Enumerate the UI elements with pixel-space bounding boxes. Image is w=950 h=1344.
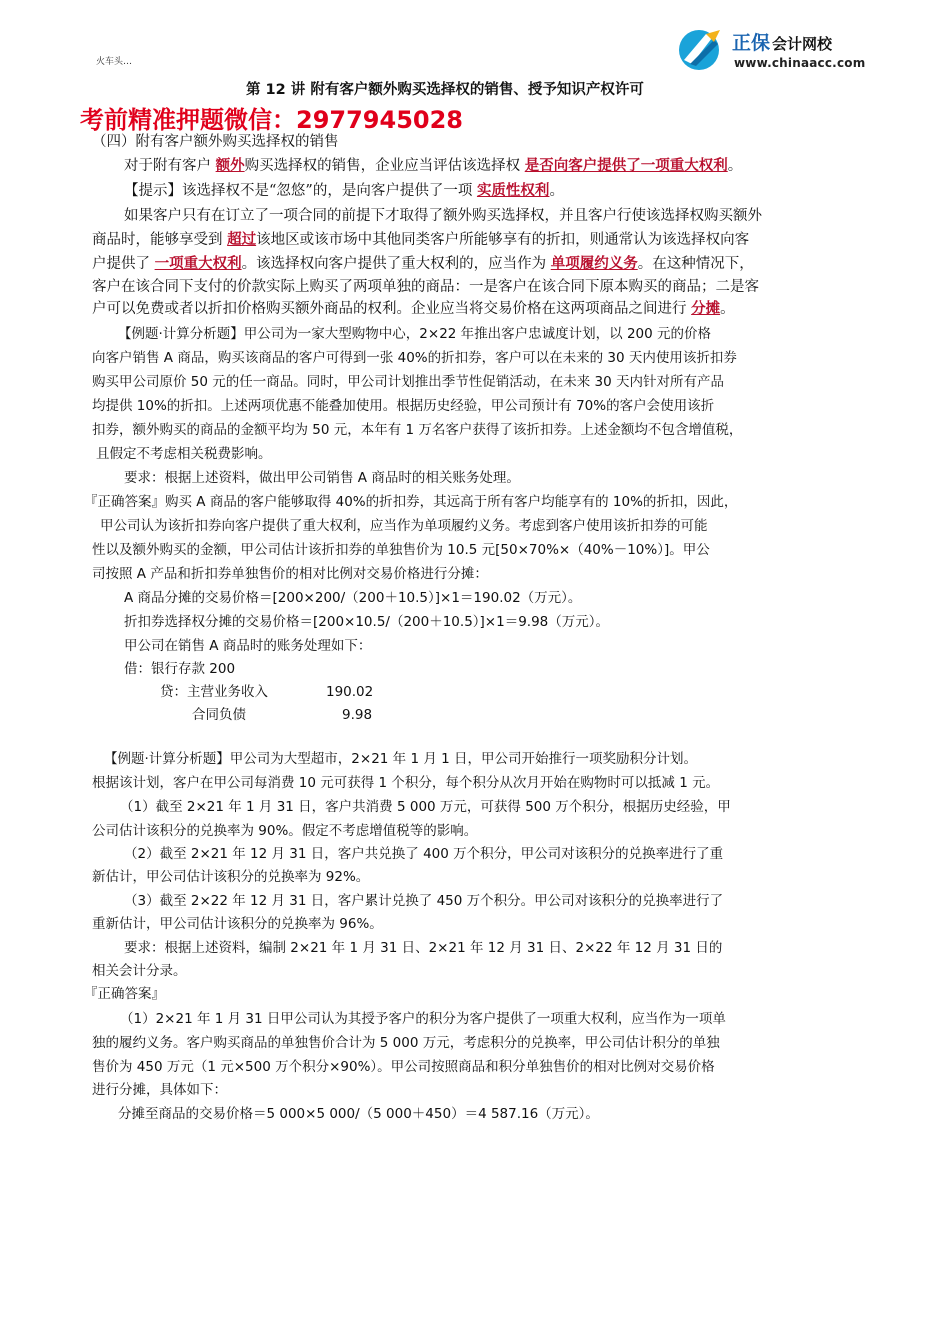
highlight-single-obligation: 单项履约义务 <box>550 256 638 272</box>
section-paragraph-2-line-2: 商品时，能够享受到 超过该地区或该市场中其他同类客户所能够享有的折扣，则通常认为该选择权向客 <box>92 232 750 248</box>
section-heading: （四）附有客户额外购买选择权的销售 <box>92 134 339 150</box>
logo-brand: 正保 会计网校 <box>732 32 833 54</box>
example2-answer-1-line-1: （1）2×21 年 1 月 31 日甲公司认为其授予客户的积分为客户提供了一项重大权利，应当作为一项单 <box>120 1011 726 1027</box>
section-paragraph-1: 对于附有客户 额外购买选择权的销售，企业应当评估该选择权 是否向客户提供了一项重大权利。 <box>124 158 743 174</box>
example2-situation-2-line-1: （2）截至 2×21 年 12 月 31 日，客户共兑换了 400 万个积分，甲公司对该积分的兑换率进行了重 <box>124 846 724 862</box>
example2-answer-label: 『正确答案』 <box>84 986 165 1002</box>
example1-calc-1: A 商品分摊的交易价格＝[200×200/（200＋10.5）]×1＝190.02（万元）。 <box>124 590 582 606</box>
example2-situation-1-line-1: （1）截至 2×21 年 1 月 31 日，客户共消费 5 000 万元，可获得 500 万个积分，根据历史经验，甲 <box>120 799 731 815</box>
example1-line-2: 向客户销售 A 商品，购买该商品的客户可得到一张 40%的折扣券，客户可以在未来的 30 天内使用该折扣券 <box>92 350 737 366</box>
example2-requirement-line-1: 要求：根据上述资料，编制 2×21 年 1 月 31 日、2×21 年 12 月 31 日、2×22 年 12 月 31 日的 <box>124 940 723 956</box>
wechat-banner: 考前精准押题微信：2977945028 <box>80 106 463 134</box>
example2-answer-1-calc: 分摊至商品的交易价格＝5 000×5 000/（5 000＋450）＝4 587.16（万元）。 <box>118 1106 599 1122</box>
chinaacc-logo <box>676 22 906 78</box>
example2-situation-3-line-1: （3）截至 2×22 年 12 月 31 日，客户累计兑换了 450 万个积分。甲公司对该积分的兑换率进行了 <box>124 893 724 909</box>
logo-url: www.chinaacc.com <box>734 56 866 70</box>
example1-credit-revenue-label: 贷：主营业务收入 <box>160 684 268 700</box>
example1-debit-line: 借：银行存款 200 <box>124 661 236 677</box>
example1-credit-liability-amount: 9.98 <box>342 707 373 723</box>
example2-answer-1-line-4: 进行分摊，具体如下： <box>92 1082 227 1098</box>
logo-mark-icon <box>676 26 726 72</box>
example1-requirement: 要求：根据上述资料，做出甲公司销售 A 商品时的相关账务处理。 <box>124 470 520 486</box>
example2-line-1: 【例题·计算分析题】甲公司为大型超市，2×21 年 1 月 1 日，甲公司开始推行一项奖励积分计划。 <box>104 751 698 767</box>
example2-answer-1-line-3: 售价为 450 万元（1 元×500 万个积分×90%）。甲公司按照商品和积分单独售价的相对比例对交易价格 <box>92 1059 715 1075</box>
example1-line-5: 扣券，额外购买的商品的金额平均为 50 元，本年有 1 万名客户获得了该折扣券。上述金额均不包含增值税， <box>92 422 743 438</box>
example2-situation-1-line-2: 公司估计该积分的兑换率为 90%。假定不考虑增值税等的影响。 <box>92 823 478 839</box>
example1-line-1: 【例题·计算分析题】甲公司为一家大型购物中心，2×22 年推出客户忠诚度计划，以 200 元的价格 <box>118 326 712 342</box>
example2-requirement-line-2: 相关会计分录。 <box>92 963 187 979</box>
section-paragraph-2-line-5: 户可以免费或者以折扣价格购买额外商品的权利。企业应当将交易价格在这两项商品之间进行 分摊。 <box>92 301 735 317</box>
example1-line-3: 购买甲公司原价 50 元的任一商品。同时，甲公司计划推出季节性促销活动，在未来 30 天内针对所有产品 <box>92 374 725 390</box>
example1-credit-liability-label: 合同负债 <box>192 707 246 723</box>
tip-line: 【提示】该选择权不是“忽悠”的，是向客户提供了一项 实质性权利。 <box>124 183 564 199</box>
example2-situation-3-line-2: 重新估计，甲公司估计该积分的兑换率为 96%。 <box>92 916 383 932</box>
section-paragraph-2-line-3: 户提供了 一项重大权利。该选择权向客户提供了重大权利的，应当作为 单项履约义务。在这种情况下， <box>92 256 754 272</box>
example1-line-4: 均提供 10%的折扣。上述两项优惠不能叠加使用。根据历史经验，甲公司预计有 70%的客户会使用该折 <box>92 398 715 414</box>
example1-credit-revenue-amount: 190.02 <box>326 684 374 700</box>
example1-answer-line-1: 『正确答案』购买 A 商品的客户能够取得 40%的折扣券，其远高于所有客户均能享有的 10%的折扣，因此， <box>84 494 738 510</box>
highlight-one-major-right: 一项重大权利 <box>154 256 242 272</box>
section-paragraph-2-line-4: 客户在该合同下支付的价款实际上购买了两项单独的商品：一是客户在该合同下原本购买的商品；二是客 <box>92 279 759 295</box>
example2-line-2: 根据该计划，客户在甲公司每消费 10 元可获得 1 个积分，每个积分从次月开始在购物时可以抵减 1 元。 <box>92 775 720 791</box>
example1-answer-line-3: 性以及额外购买的金额，甲公司估计该折扣券的单独售价为 10.5 元[50×70%×（40%－10%）]。甲公 <box>92 542 710 558</box>
example1-answer-line-2: 甲公司认为该折扣券向客户提供了重大权利，应当作为单项履约义务。考虑到客户使用该折扣券的可能 <box>100 518 708 534</box>
highlight-exceed: 超过 <box>227 232 257 248</box>
highlight-major-right: 是否向客户提供了一项重大权利 <box>524 158 728 174</box>
example1-answer-line-4: 司按照 A 产品和折扣券单独售价的相对比例对交易价格进行分摊： <box>92 566 488 582</box>
header-corner-text: 火车头… <box>96 57 133 67</box>
example2-answer-1-line-2: 独的履约义务。客户购买商品的单独售价合计为 5 000 万元，考虑积分的兑换率，甲公司估计积分的单独 <box>92 1035 720 1051</box>
section-paragraph-2-line-1: 如果客户只有在订立了一项合同的前提下才取得了额外购买选择权，并且客户行使该选择权购买额外 <box>124 208 762 224</box>
example2-situation-2-line-2: 新估计，甲公司估计该积分的兑换率为 92%。 <box>92 869 370 885</box>
lecture-title: 第 12 讲 附有客户额外购买选择权的销售、授予知识产权许可 <box>246 82 644 98</box>
highlight-allocate: 分摊 <box>691 301 721 317</box>
highlight-substantive-right: 实质性权利 <box>476 183 550 199</box>
example1-line-6: 且假定不考虑相关税费影响。 <box>96 446 272 462</box>
example1-entry-intro: 甲公司在销售 A 商品时的账务处理如下： <box>124 638 372 654</box>
example1-calc-2: 折扣券选择权分摊的交易价格＝[200×10.5/（200＋10.5）]×1＝9.98（万元）。 <box>124 614 610 630</box>
highlight-extra: 额外 <box>215 158 245 174</box>
